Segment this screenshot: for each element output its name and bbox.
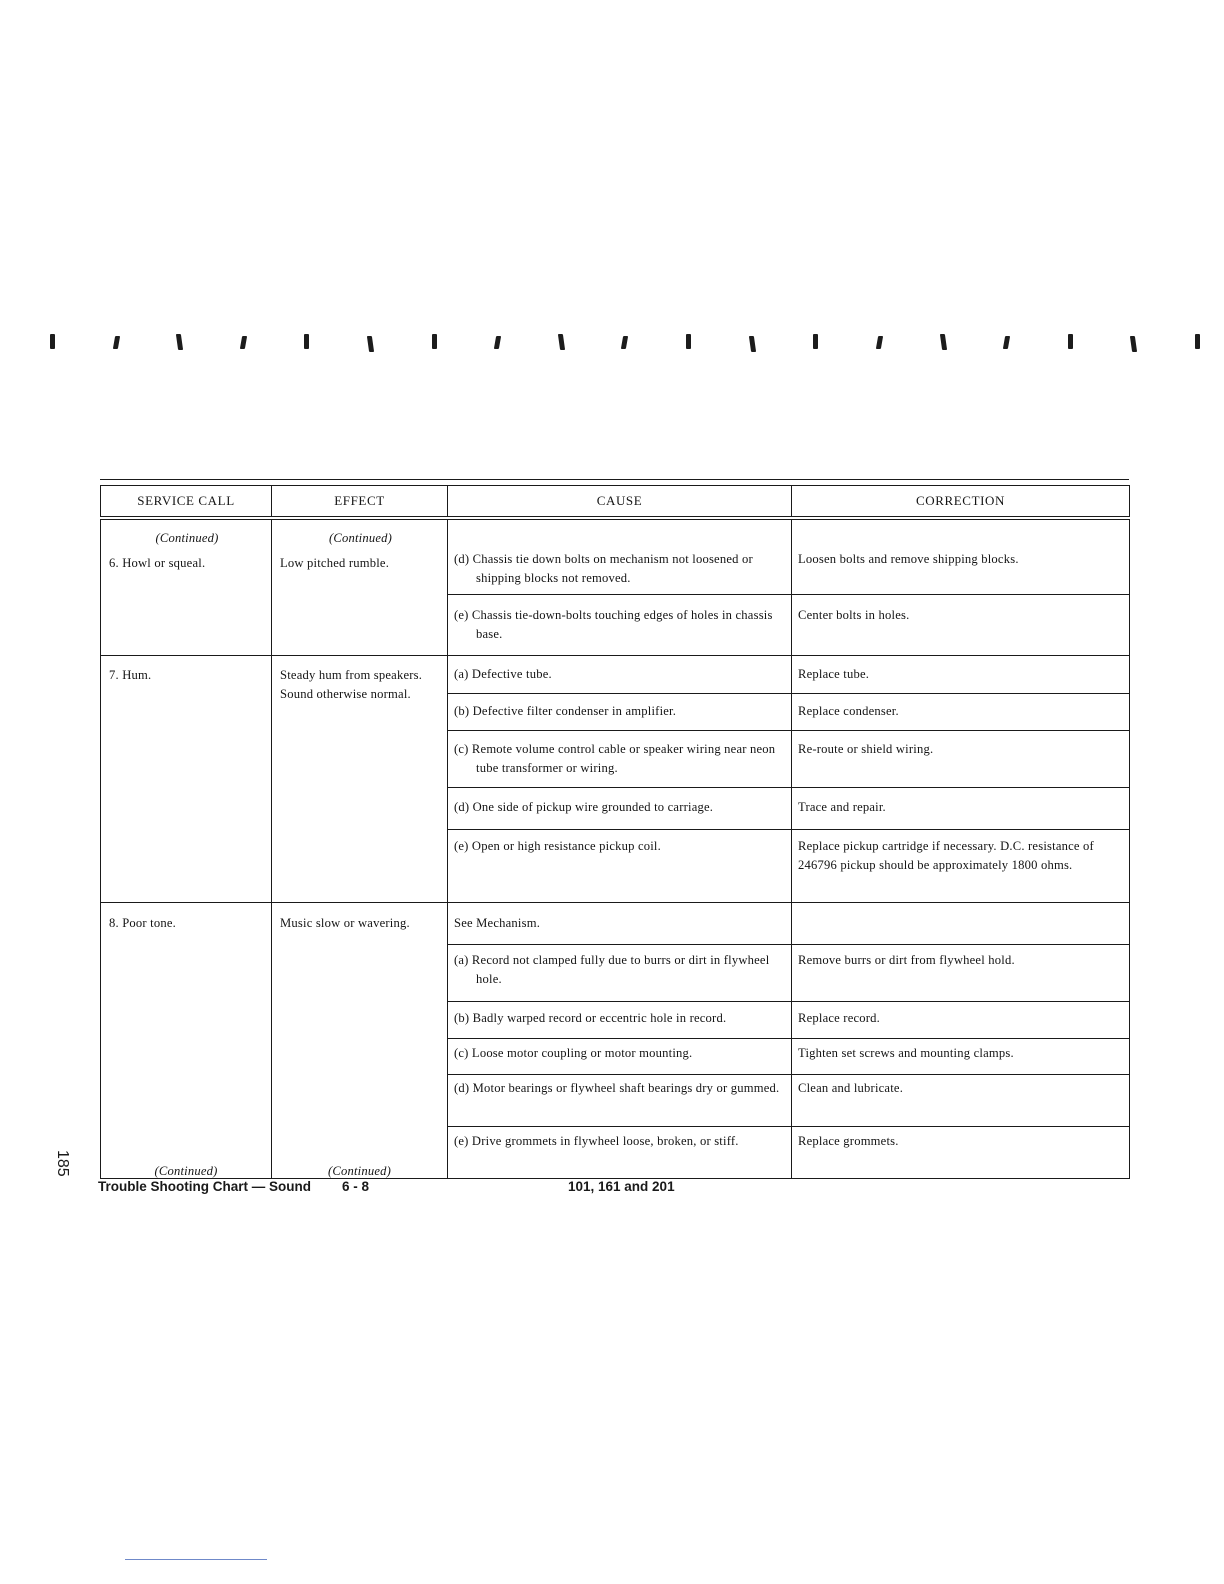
correction-cell	[792, 1074, 1130, 1126]
table-row	[101, 518, 1130, 594]
cause-cell	[448, 730, 792, 787]
correction-text: Trace and repair.	[798, 799, 886, 814]
header-service-call: SERVICE CALL	[101, 486, 272, 519]
trouble-shooting-chart	[100, 479, 1129, 1179]
correction-cell	[792, 902, 1130, 944]
continued-label: (Continued)	[154, 1163, 218, 1178]
table-row	[101, 902, 1130, 944]
table-row	[101, 655, 1130, 693]
correction-text: Replace record.	[798, 1010, 881, 1025]
correction-cell	[792, 944, 1130, 1001]
correction-cell	[792, 1126, 1130, 1178]
effect-cell	[272, 902, 448, 1178]
correction-text: Remove burrs or dirt from flywheel hold.	[798, 952, 1015, 967]
cause-cell	[448, 902, 792, 944]
blue-rule	[125, 1559, 267, 1560]
footer-title: Trouble Shooting Chart — Sound	[98, 1179, 311, 1194]
page-footer	[98, 1179, 1128, 1199]
effect-text: Steady hum from speakers. Sound otherwise normal.	[280, 667, 423, 701]
correction-cell	[792, 829, 1130, 902]
correction-cell	[792, 1038, 1130, 1074]
cause-cell	[448, 594, 792, 655]
cause-text: (b) Defective filter condenser in amplifier.	[454, 703, 677, 718]
effect-text: Music slow or wavering.	[280, 915, 410, 930]
header-effect: EFFECT	[272, 486, 448, 519]
cause-cell	[448, 1126, 792, 1178]
service-call-text: 7. Hum.	[109, 667, 152, 682]
correction-text: Center bolts in holes.	[798, 607, 910, 622]
service-call-cell	[101, 902, 272, 1178]
trouble-shooting-table	[100, 485, 1130, 1179]
binder-hole-marks	[50, 334, 1200, 362]
correction-text: Tighten set screws and mounting clamps.	[798, 1045, 1014, 1060]
cause-text: (e) Open or high resistance pickup coil.	[454, 838, 661, 853]
service-call-text: 8. Poor tone.	[109, 915, 176, 930]
cause-cell	[448, 944, 792, 1001]
continued-label: (Continued)	[155, 531, 219, 545]
page-number: 185	[54, 1150, 71, 1177]
effect-cell	[272, 655, 448, 902]
cause-cell	[448, 693, 792, 730]
cause-text: (e) Drive grommets in flywheel loose, broken, or stiff.	[454, 1133, 739, 1148]
correction-text: Replace condenser.	[798, 703, 899, 718]
cause-text: (b) Badly warped record or eccentric hole in record.	[454, 1010, 727, 1025]
cause-cell	[448, 829, 792, 902]
correction-text: Clean and lubricate.	[798, 1080, 904, 1095]
correction-cell	[792, 518, 1130, 594]
footer-section: 6 - 8	[342, 1179, 370, 1194]
header-correction: CORRECTION	[792, 486, 1130, 519]
cause-cell	[448, 1038, 792, 1074]
correction-text: Loosen bolts and remove shipping blocks.	[798, 552, 1019, 566]
header-cause: CAUSE	[448, 486, 792, 519]
correction-cell	[792, 1001, 1130, 1038]
service-call-cell	[101, 518, 272, 655]
table-header-row	[101, 486, 1130, 519]
correction-text: Replace grommets.	[798, 1133, 899, 1148]
correction-cell	[792, 730, 1130, 787]
cause-text: See Mechanism.	[454, 915, 541, 930]
continued-label: (Continued)	[327, 1163, 392, 1178]
cause-cell	[448, 1074, 792, 1126]
footer-models: 101, 161 and 201	[568, 1179, 675, 1194]
service-call-cell	[101, 655, 272, 902]
effect-text: Low pitched rumble.	[280, 556, 390, 570]
correction-cell	[792, 693, 1130, 730]
correction-cell	[792, 594, 1130, 655]
cause-text: (a) Defective tube.	[454, 666, 552, 681]
cause-text: (d) One side of pickup wire grounded to carriage.	[454, 799, 714, 814]
cause-text: (d) Motor bearings or flywheel shaft bearings dry or gummed.	[454, 1080, 780, 1095]
cause-text: (d) Chassis tie down bolts on mechanism not loosened or shipping blocks not removed.	[454, 552, 753, 585]
cause-text: (c) Loose motor coupling or motor mounting.	[454, 1045, 693, 1060]
cause-cell	[448, 655, 792, 693]
correction-cell	[792, 655, 1130, 693]
cause-text: (e) Chassis tie-down-bolts touching edges of holes in chassis base.	[454, 607, 773, 641]
cause-text: (a) Record not clamped fully due to burrs or dirt in flywheel hole.	[454, 952, 770, 986]
effect-cell	[272, 518, 448, 655]
correction-text: Re-route or shield wiring.	[798, 741, 934, 756]
cause-cell	[448, 787, 792, 829]
service-call-text: 6. Howl or squeal.	[109, 556, 206, 570]
correction-cell	[792, 787, 1130, 829]
correction-text: Replace tube.	[798, 666, 870, 681]
cause-cell	[448, 518, 792, 594]
continued-label: (Continued)	[328, 531, 393, 545]
cause-cell	[448, 1001, 792, 1038]
cause-text: (c) Remote volume control cable or speaker wiring near neon tube transformer or wiring.	[454, 741, 776, 775]
correction-text: Replace pickup cartridge if necessary. D.C. resistance of 246796 pickup should be approximately 1800 ohms.	[798, 838, 1094, 872]
